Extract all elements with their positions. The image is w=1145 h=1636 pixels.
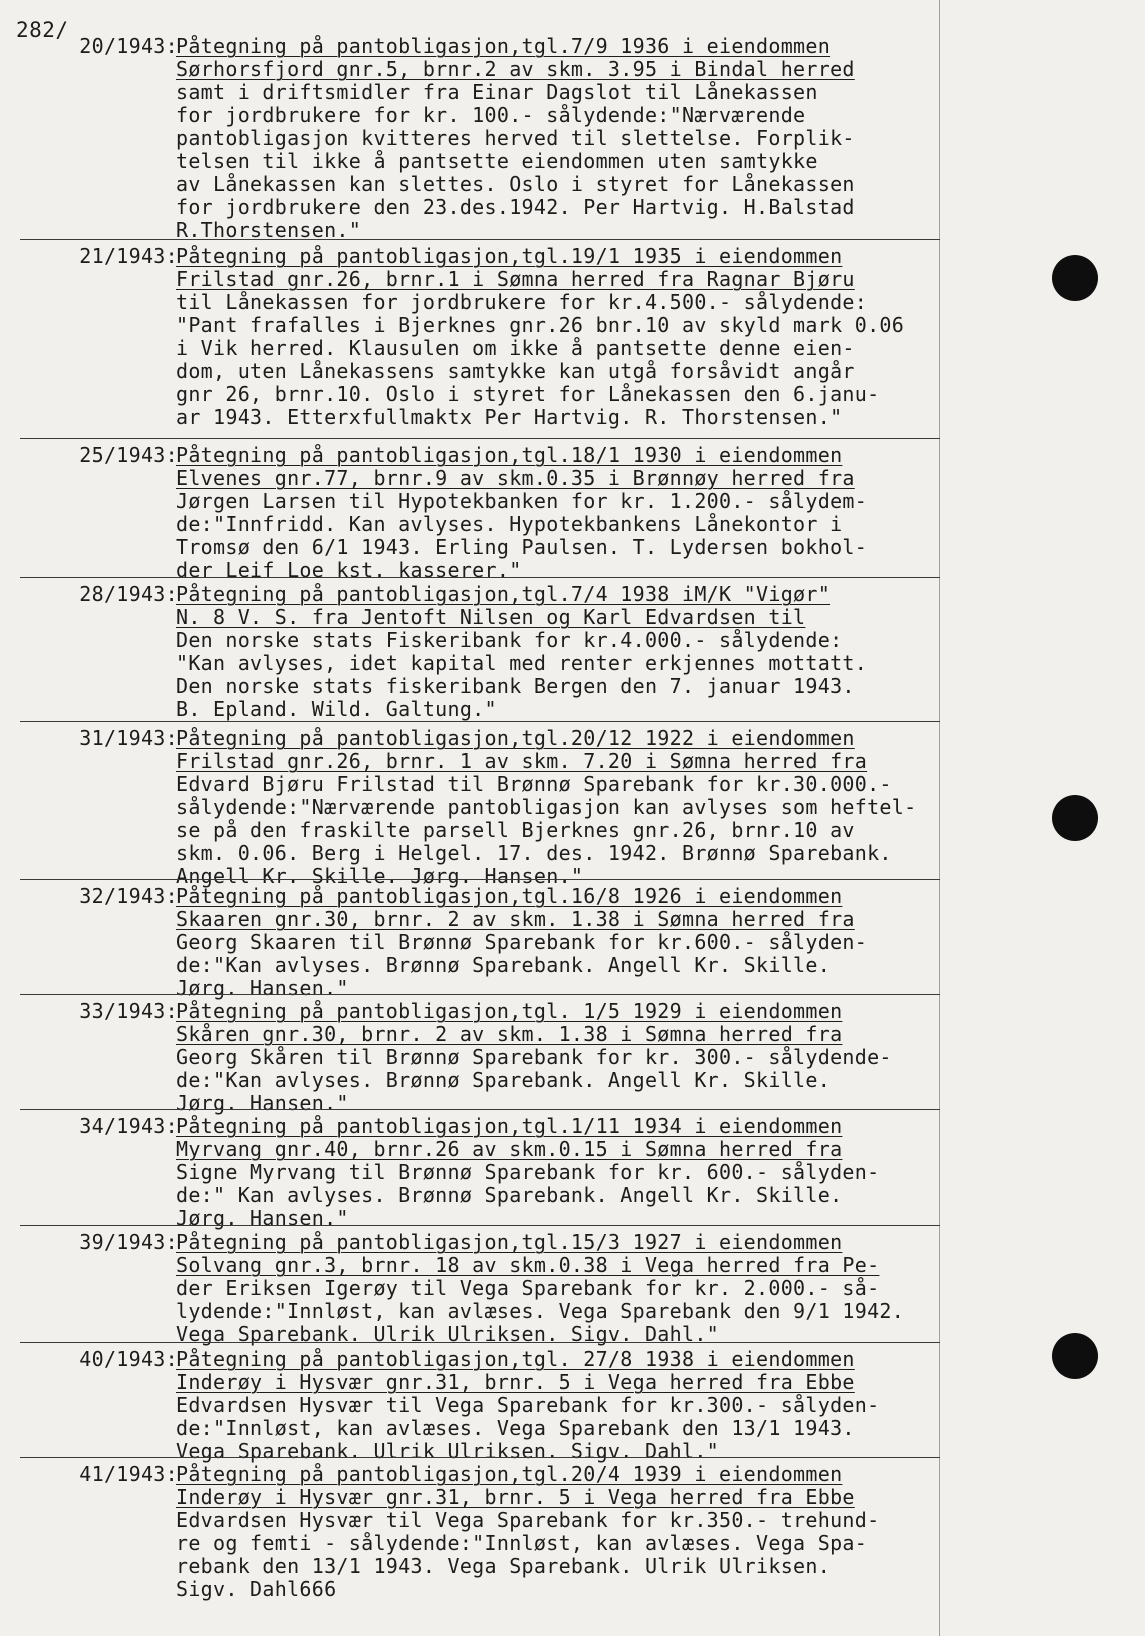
entry-text-line: Elvenes gnr.77, brnr.9 av skm.0.35 i Brønnøy herred fra xyxy=(176,466,855,490)
entry-text-line: Georg Skåren til Brønnø Sparebank for kr. 300.- sålydende- xyxy=(176,1045,892,1069)
entry-text-line: R.Thorstensen." xyxy=(176,218,362,242)
entry-text-line: Jørg. Hansen." xyxy=(176,1206,349,1230)
entry-number: 32/1943: xyxy=(79,884,178,908)
entry-text xyxy=(176,885,976,1000)
entry-divider xyxy=(20,239,940,240)
entry-divider xyxy=(20,1225,940,1226)
page-number: 282/ xyxy=(16,18,69,42)
entry-text-line: Den norske stats Fiskeribank for kr.4.000.- sålydende: xyxy=(176,628,843,652)
entry-text-line: Edvardsen Hysvær til Vega Sparebank for kr.300.- sålyden- xyxy=(176,1393,880,1417)
entry-text-line: "Kan avlyses, idet kapital med renter erkjennes mottatt. xyxy=(176,651,868,675)
entry-text-line: Påtegning på pantobligasjon,tgl.7/9 1936 i eiendommen xyxy=(176,34,831,58)
entry-text-line: Jørg. Hansen." xyxy=(176,1091,349,1115)
entry-text-line: lydende:"Innløst, kan avlæses. Vega Sparebank den 9/1 1942. xyxy=(176,1299,905,1323)
entry-text-line: Frilstad gnr.26, brnr.1 i Sømna herred fra Ragnar Bjøru xyxy=(176,267,855,291)
entry-text-line: ar 1943. Etterxfullmaktx Per Hartvig. R. Thorstensen." xyxy=(176,405,843,429)
entry-divider xyxy=(20,879,940,880)
entry-text-line: de:" Kan avlyses. Brønnø Sparebank. Angell Kr. Skille. xyxy=(176,1183,843,1207)
entry-text-line: de:"Innløst, kan avlæses. Vega Sparebank den 13/1 1943. xyxy=(176,1416,855,1440)
entry-number: 39/1943: xyxy=(79,1230,178,1254)
entry-text-line: Påtegning på pantobligasjon,tgl.15/3 1927 i eiendommen xyxy=(176,1230,843,1254)
entry-text-line: Påtegning på pantobligasjon,tgl.18/1 1930 i eiendommen xyxy=(176,443,843,467)
entry-text-line: re og femti - sålydende:"Innløst, kan avlæses. Vega Spa- xyxy=(176,1531,868,1555)
entry-text xyxy=(176,583,976,721)
entry-text-line: "Pant frafalles i Bjerknes gnr.26 bnr.10 av skyld mark 0.06 xyxy=(176,313,905,337)
entry-text-line: Påtegning på pantobligasjon,tgl.7/4 1938 iM/K "Vigør" xyxy=(176,582,831,606)
entry-divider xyxy=(20,577,940,578)
entry-text-line: Tromsø den 6/1 1943. Erling Paulsen. T. Lydersen bokhol- xyxy=(176,535,868,559)
entry-number: 25/1943: xyxy=(79,443,178,467)
entry-text-line: de:"Kan avlyses. Brønnø Sparebank. Angell Kr. Skille. xyxy=(176,1068,831,1092)
entry-text-line: gnr 26, brnr.10. Oslo i styret for Lånekassen den 6.janu- xyxy=(176,382,880,406)
entry-text-line: Solvang gnr.3, brnr. 18 av skm.0.38 i Vega herred fra Pe- xyxy=(176,1253,880,1277)
entry-text-line: telsen til ikke å pantsette eiendommen uten samtykke xyxy=(176,149,818,173)
entry-text-line: Inderøy i Hysvær gnr.31, brnr. 5 i Vega herred fra Ebbe xyxy=(176,1485,855,1509)
entry-divider xyxy=(20,1342,940,1343)
entry-number: 31/1943: xyxy=(79,726,178,750)
entry-text-line: B. Epland. Wild. Galtung." xyxy=(176,697,497,721)
entry-text-line: til Lånekassen for jordbrukere for kr.4.500.- sålydende: xyxy=(176,290,868,314)
entry-text-line: Skaaren gnr.30, brnr. 2 av skm. 1.38 i Sømna herred fra xyxy=(176,907,855,931)
entry-text-line: Angell Kr. Skille. Jørg. Hansen." xyxy=(176,864,584,888)
entry-text xyxy=(176,35,976,242)
entry-divider xyxy=(20,721,940,722)
entry-text xyxy=(176,245,976,429)
punch-hole xyxy=(1052,1333,1098,1379)
entry-text-line: for jordbrukere den 23.des.1942. Per Hartvig. H.Balstad xyxy=(176,195,855,219)
entry-text-line: Påtegning på pantobligasjon,tgl.19/1 1935 i eiendommen xyxy=(176,244,843,268)
entry-divider xyxy=(20,1457,940,1458)
entry-number: 40/1943: xyxy=(79,1347,178,1371)
entry-text-line: Skåren gnr.30, brnr. 2 av skm. 1.38 i Sømna herred fra xyxy=(176,1022,843,1046)
entry-text-line: se på den fraskilte parsell Bjerknes gnr.26, brnr.10 av xyxy=(176,818,855,842)
entry-text-line: Påtegning på pantobligasjon,tgl.20/4 1939 i eiendommen xyxy=(176,1462,843,1486)
entry-text-line: de:"Kan avlyses. Brønnø Sparebank. Angell Kr. Skille. xyxy=(176,953,831,977)
entry-text-line: for jordbrukere for kr. 100.- sålydende:"Nærværende xyxy=(176,103,806,127)
entry-text-line: Påtegning på pantobligasjon,tgl.16/8 1926 i eiendommen xyxy=(176,884,843,908)
entry-text xyxy=(176,1348,976,1463)
entry-number: 41/1943: xyxy=(79,1462,178,1486)
entry-text-line: i Vik herred. Klausulen om ikke å pantsette denne eien- xyxy=(176,336,855,360)
entry-text-line: samt i driftsmidler fra Einar Dagslot til Lånekassen xyxy=(176,80,818,104)
entry-number: 20/1943: xyxy=(79,34,178,58)
entry-text-line: Signe Myrvang til Brønnø Sparebank for kr. 600.- sålyden- xyxy=(176,1160,880,1184)
entry-text-line: Myrvang gnr.40, brnr.26 av skm.0.15 i Sømna herred fra xyxy=(176,1137,843,1161)
entry-text-line: Jørg. Hansen." xyxy=(176,976,349,1000)
entry-number: 28/1943: xyxy=(79,582,178,606)
entry-divider xyxy=(20,994,940,995)
entry-text-line: rebank den 13/1 1943. Vega Sparebank. Ulrik Ulriksen. xyxy=(176,1554,831,1578)
entry-text xyxy=(176,1231,976,1346)
entry-text-line: Sigv. Dahl666 xyxy=(176,1577,337,1601)
entry-text-line: de:"Innfridd. Kan avlyses. Hypotekbankens Lånekontor i xyxy=(176,512,843,536)
punch-hole xyxy=(1052,255,1098,301)
entry-text xyxy=(176,444,976,582)
entry-text-line: Den norske stats fiskeribank Bergen den 7. januar 1943. xyxy=(176,674,855,698)
entry-text-line: Inderøy i Hysvær gnr.31, brnr. 5 i Vega herred fra Ebbe xyxy=(176,1370,855,1394)
entry-number: 34/1943: xyxy=(79,1114,178,1138)
entry-text-line: Edvardsen Hysvær til Vega Sparebank for kr.350.- trehund- xyxy=(176,1508,880,1532)
entry-text-line: pantobligasjon kvitteres herved til slettelse. Forplik- xyxy=(176,126,855,150)
entry-text-line: Vega Sparebank. Ulrik Ulriksen. Sigv. Dahl." xyxy=(176,1322,720,1346)
entry-text-line: N. 8 V. S. fra Jentoft Nilsen og Karl Edvardsen til xyxy=(176,605,806,629)
entry-divider xyxy=(20,438,940,439)
entry-text xyxy=(176,1000,976,1115)
entry-text-line: Edvard Bjøru Frilstad til Brønnø Sparebank for kr.30.000.- xyxy=(176,772,892,796)
entry-text-line: Sørhorsfjord gnr.5, brnr.2 av skm. 3.95 i Bindal herred xyxy=(176,57,855,81)
punch-hole xyxy=(1052,795,1098,841)
entry-divider xyxy=(20,1109,940,1110)
entry-text-line: Frilstad gnr.26, brnr. 1 av skm. 7.20 i Sømna herred fra xyxy=(176,749,868,773)
entry-text-line: av Lånekassen kan slettes. Oslo i styret for Lånekassen xyxy=(176,172,855,196)
entry-text-line: Vega Sparebank. Ulrik Ulriksen. Sigv. Dahl." xyxy=(176,1439,720,1463)
entry-number: 33/1943: xyxy=(79,999,178,1023)
entry-text-line: Georg Skaaren til Brønnø Sparebank for kr.600.- sålyden- xyxy=(176,930,868,954)
entry-text-line: sålydende:"Nærværende pantobligasjon kan avlyses som heftel- xyxy=(176,795,917,819)
entry-number: 21/1943: xyxy=(79,244,178,268)
entry-text-line: Påtegning på pantobligasjon,tgl.1/11 1934 i eiendommen xyxy=(176,1114,843,1138)
entry-text-line: Påtegning på pantobligasjon,tgl.20/12 1922 i eiendommen xyxy=(176,726,855,750)
entry-text-line: der Eriksen Igerøy til Vega Sparebank for kr. 2.000.- så- xyxy=(176,1276,880,1300)
entry-text xyxy=(176,727,976,888)
entry-text-line: Påtegning på pantobligasjon,tgl. 1/5 1929 i eiendommen xyxy=(176,999,843,1023)
entry-text-line: dom, uten Lånekassens samtykke kan utgå forsåvidt angår xyxy=(176,359,855,383)
entry-text xyxy=(176,1463,976,1601)
entry-text-line: skm. 0.06. Berg i Helgel. 17. des. 1942. Brønnø Sparebank. xyxy=(176,841,892,865)
entry-text-line: Jørgen Larsen til Hypotekbanken for kr. 1.200.- sålydem- xyxy=(176,489,868,513)
entry-text-line: Påtegning på pantobligasjon,tgl. 27/8 1938 i eiendommen xyxy=(176,1347,855,1371)
entry-text xyxy=(176,1115,976,1230)
entry-text-line: der Leif Loe kst. kasserer." xyxy=(176,558,522,582)
